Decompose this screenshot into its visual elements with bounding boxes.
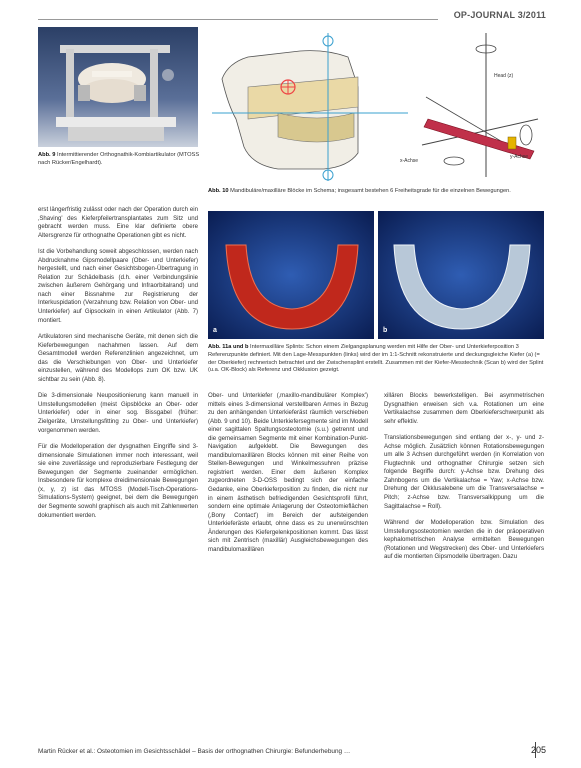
column-right-paragraph: Translationsbewegungen sind entlang der x-, y- und z-Achse möglich. Zusätzlich können Rotationsbewegungen um alle 3 Achsen durchgeführt werden (in Korrelation von Flugtechnik und orthognather Chirurgie setzen sich folgende Begriffe durch: y-Achse bzw. Drehung des Zahnbogens um die Vertikalachse = Yaw; x-Achse bzw. Drehung der Okklusalebene um die Transversalachse = Pitch; z-Achse bzw. Transversalkippung um die Sagittalachse = Roll). [384, 434, 544, 510]
figure-11-caption-text: Intermaxilläre Splints: Schon einem Zielgangsplanung werden mit Hilfe der Ober- und Unterkieferposition 3 Referenzpunkte definiert. Mit den Lage-Messpunkten (links) wird der im 1:1-Schnitt rekonstruierte und deckungsgleiche Kiefer (a) (= der Oberkiefer) rechnerisch betrachtet und der Zwischensplint erstellt. Zusammen mit der Kiefer-Messtechnik (Scan b) wird der Splint (u.a. OK-Block) als Referenz und Okklusion gezeigt. [208, 344, 544, 374]
figure-11a-panel-label: a [213, 327, 217, 334]
figure-11b-image [378, 211, 544, 339]
header-rule [38, 19, 438, 20]
figure-11-caption [208, 344, 544, 375]
figure-10-caption-text: Mandibuläre/maxilläre Blöcke im Schema; insgesamt bestehen 6 Freiheitsgrade für die einzelnen Bewegungen. [230, 188, 511, 194]
column-left-paragraph: Für die Modelloperation der dysgnathen Eingriffe sind 3-dimensionale Simulationen immer noch interessant, weil sie eine zuverlässige und reproduzierbare Festlegung der Bewegungen der Segmente zueinander ermöglichen. Insbesondere für komplexe dreidimensionale Bewegungen (x, y, z) ist das MTOSS (Modell-Tisch-Operations-Simulations-System) geeignet, bei dem die Bewegungen der Segmente sowohl graphisch als auch mit Zahlenwerten dokumentiert werden. [38, 443, 198, 519]
figure-10-diagram [208, 27, 546, 185]
column-right-paragraph: Während der Modelloperation bzw. Simulation des Umstellungsosteotomien werden die in der präoperativen kephalometrischen Analyse ermittelten Bewegungen (Rotationen und Wegstrecken) des Ober- und Unterkiefers auf die montierten Gipsmodelle übertragen. Dazu [384, 519, 544, 561]
figure-10-caption [208, 188, 544, 196]
figure-9-caption [38, 152, 200, 168]
journal-title: OP-JOURNAL 3/2011 [453, 10, 546, 20]
column-middle [208, 392, 368, 736]
figure-11a-image [208, 211, 374, 339]
footer-citation: Martin Rücker et al.: Osteotomien im Gesichtsschädel – Basis der orthognathen Chirurgie: Befunderhebung … [38, 748, 351, 755]
figure-11b-panel-label: b [383, 327, 388, 334]
figure-11-caption-label: Abb. 11a und b [208, 344, 249, 350]
column-right [384, 392, 544, 736]
figure-10-label-z: Head (z) [494, 73, 514, 79]
figure-10-label-y: y-Achse [510, 154, 529, 160]
column-right-paragraph: xillären Blocks bewerkstelligen. Bei asymmetrischen Dysgnathien erweisen sich v.a. Rotationen um eine Vertikalachse zusammen dem Oberkieferschwerpunkt als sehr effektiv. [384, 392, 544, 425]
figure-9-caption-label: Abb. 9 [38, 152, 56, 158]
column-left-paragraph: Ist die Vorbehandlung soweit abgeschlossen, werden nach Abdrucknahme Gipsmodellpaare (Ober- und Unterkiefer) hergestellt, und nach einer Gesichtsbogen-Übertragung in Relation zur Schädelbasis (d.h. einer Verbindungslinie zwischen äußerem Gehörgang und Infraorbitalrand) und nach einer Bissnahme zur Registrierung der Interkuspidation (Verzahnung bzw. Relation von Ober- und Unterkiefer) auf Gipsockeln in einen Artikulator (Abb. 7) montiert. [38, 248, 198, 324]
column-left [38, 206, 198, 736]
column-left-paragraph: Die 3-dimensionale Neupositionierung kann manuell in Umstellungsmodellen (meist Gipsblöcke an Ober- oder Unterkiefer) oder in einer sog. Bissgabel (früher: Zielgeräte, Umstellungsfitting zu Ober- und Unterkiefer) vorgenommen werden. [38, 392, 198, 434]
figure-10-label-x: x-Achse [400, 158, 419, 164]
column-left-paragraph: Artikulatoren sind mechanische Geräte, mit denen sich die Kieferbewegungen nachahmen lassen. Auf dem Gesamtmodell werden Referenzlinien angezeichnet, um das die Verschiebungen von Ober- und Unterkiefer einzustellen, während des Modellops zum OK bzw. UK sichtbar zu sein (Abb. 8). [38, 333, 198, 383]
figure-9-photo [38, 27, 198, 147]
figure-10-caption-label: Abb. 10 [208, 188, 229, 194]
figure-9-caption-text: Intermittierender Orthognathik-Kombiartikulator (MTOSS nach Rücker/Engelhardt). [38, 152, 200, 166]
column-left-paragraph: erst längerfristig zulässt oder nach der Operation durch ein ‚Shaving' des Kieferpfeilertransplantates zum Sitz und gebracht werden muss. Eine klar definierte obere Altersgrenze für orthognathe Operationen gibt es nicht. [38, 206, 198, 239]
page-number: 205 [530, 745, 546, 755]
column-middle-paragraph: Ober- und Unterkiefer (‚maxillo-mandibulärer Komplex') mittels eines 3-dimensional verstellbaren Armes in Bezug zu den anhängenden Unterkieferäst räumlich verschieben (Abb. 9 und 10). Beide Unterkiefersegmente sind im Modell einer sagittalen Spaltungsosteotomie (s.u.) getrennt und die gemeinsamen Segmente mit einer Kombination-Punkt-Navigation aufgeklebt. Die Bewegungen des mandibulomaxillären Blocks können mit einer Reihe von Stellen-Bewegungen und Winkelmessuhren präzise registriert werden. Einer dem äußeren Komplex zugeordneten 3-D-OSS bedingt sich der einfache Gedanke, eine Oberkieferposition zu finden, die nicht nur in einem ästhetisch befriedigenden Gesichtsprofil führt, sondern eine optimale Anlagerung der Osteotomieflächen (‚Bony Contact') im Bereich der aufsteigenden Unterkieferäste erlaubt, ohne dass es zu unerwünschten Änderungen des Kiefergelenkpositionen kommt. Das lässt sich mit Zentrisch (maxillär) Ausgleichsbewegungen des mandibulomaxillären [208, 392, 368, 553]
